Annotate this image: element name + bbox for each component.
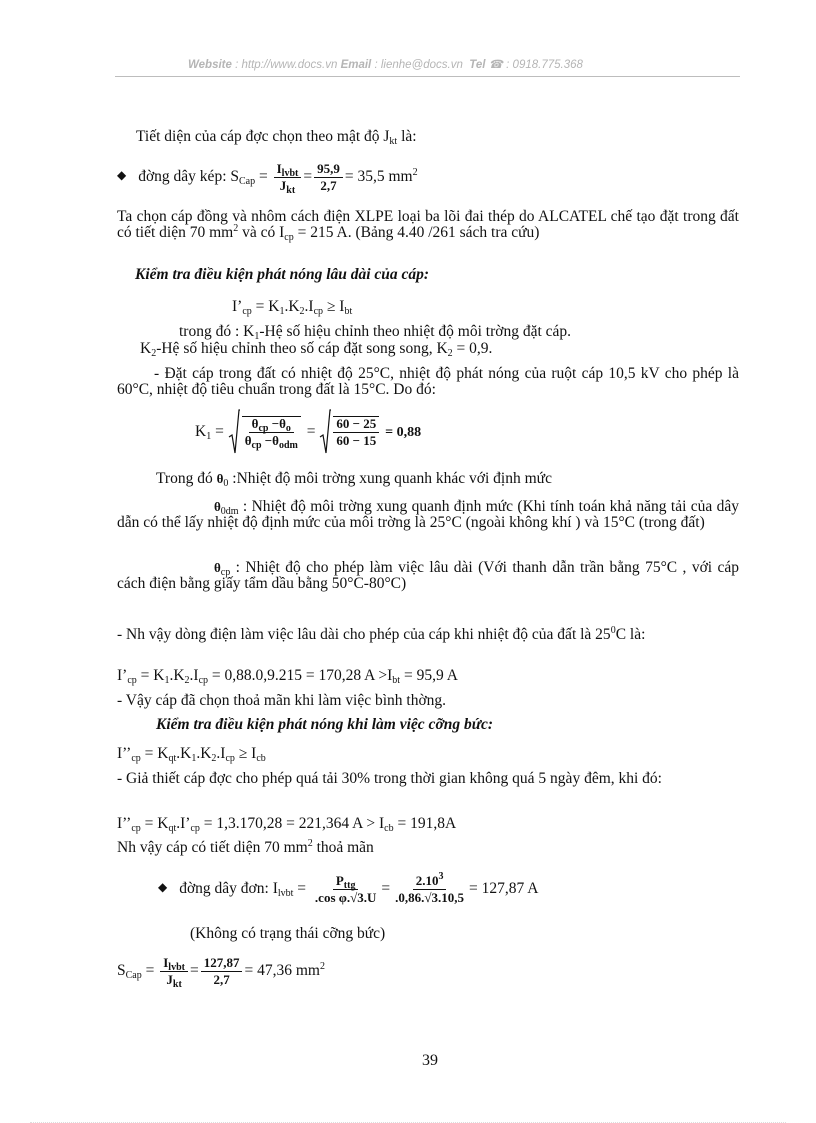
tel-label: Tel	[469, 59, 486, 71]
email-label: Email	[340, 59, 372, 71]
diamond-bullet-icon: ◆	[117, 168, 127, 182]
formula-icp: $I’_{cp} = K_1.K_2.I_{cp} \ge I_{bt}$	[232, 298, 353, 317]
soil-temperature-paragraph: - Đặt cáp trong đất có nhiệt độ 25°C, nhiệt độ phát nóng của ruột cáp 10,5 kV cho phép là 60°C, nhiệt độ tiêu chuẩn trong đất là 15°C. Do đó:	[117, 365, 739, 398]
allowable-current-intro: - Nh vậy dòng điện làm việc lâu dài cho phép của cáp khi nhiệt độ của đất là $25^0C$ là:	[117, 625, 646, 643]
definition-theta0dm: $\theta_{0dm}$ : Nhiệt độ môi trờng xung quanh định mức (Khi tính toán khả năng tải của dây dẫn có thể lấy nhiệt độ định mức của môi trờng là 25°C (ngoài không khí ) và 15°C (trong đất)	[117, 498, 739, 531]
definition-thetacp: $\theta_{cp}$ : Nhiệt độ cho phép làm việc lâu dài (Với thanh dẫn trần bằng 75°C , với cáp cách điện bằng giấy tẩm dầu bằng 50°C-80°C)	[117, 559, 739, 592]
website-label: Website	[188, 59, 232, 71]
heading-long-term-heating: Kiểm tra điều kiện phát nóng lâu dài của cáp:	[135, 266, 430, 283]
formula-ilvbt-single: ◆ đờng dây đơn: $I_{lvbt}$ = $\frac{P_{ttg}}{\text{.cos φ.√3.U}}$ = $\frac{2.10^3}{.0,86.√3.10,5}$ = 127,87 A	[158, 868, 539, 908]
formula-k1: $K_1$ = $\frac{\theta_{cp} -\theta_o}{\theta_{cp} -\theta_{odm}}$ = $\frac{60 - 25}{60 - 15}$ = 0,88	[195, 408, 421, 457]
definition-k2: $K_2-Hệ$ số hiệu chỉnh theo số cáp đặt song song, $K_2 = 0,9$.	[140, 340, 493, 359]
overload-assumption: - Giả thiết cáp đợc cho phép quá tải 30% trong thời gian không quá 5 ngày đêm, khi đó:	[117, 770, 662, 787]
section-70mm-conclusion: Nh vậy cáp có tiết diện 70 $mm^2$ thoả mãn	[117, 838, 374, 856]
email-address: : lienhe@docs.vn	[374, 59, 463, 71]
normal-operation-conclusion: - Vậy cáp đã chọn thoả mãn khi làm việc bình thờng.	[117, 692, 447, 709]
header-rule	[115, 76, 740, 77]
tel-number: ☎ : 0918.775.368	[488, 59, 583, 71]
formula-icp-forced-result: $I’’_{cp}$ = $K_{qt}.I’_{cp} = 1,3.170,28 = 221,364$ $A > I_{cb} = 191,8A$	[117, 815, 457, 834]
sqrt-k1-symbolic: $\frac{\theta_{cp} -\theta_o}{\theta_{cp} -\theta_{odm}}$	[228, 409, 303, 455]
section-intro: Tiết diện của cáp đợc chọn theo mật độ $J_{kt}$ là:	[136, 128, 417, 147]
formula-icp-result: $I’_{cp} = K_1.K_2.I_{cp} = 0,88.0,9.215 = 170,28$ $A >I_{bt} = 95,9$ A	[117, 667, 458, 686]
page-number: 39	[422, 1052, 438, 1069]
heading-forced-operation: Kiểm tra điều kiện phát nóng khi làm việc cỡng bức:	[156, 716, 494, 733]
page-header	[188, 57, 708, 73]
sqrt-k1-numeric: $\frac{60 - 25}{60 - 15}$	[319, 409, 381, 455]
formula-scap-double: ◆ đờng dây kép: $S_{Cap}$ = $\frac{I_{lvbt}}{J_{kt}}$ = $\frac{95,9}{2,7}$ = 35,5 $mm^2$	[117, 158, 418, 194]
formula-icp-forced: $I’’_{cp} = K_{qt}.K_1.K_2.I_{cp} \ge I_{cb}$	[117, 745, 266, 764]
diamond-bullet-icon: ◆	[158, 880, 168, 894]
definition-theta0: Trong đó $\theta_0$ :Nhiệt độ môi trờng xung quanh khác với định mức	[156, 470, 552, 489]
formula-scap-single: $S_{Cap}$ = $\frac{I_{lvbt}}{J_{kt}}$ = $\frac{127,87}{2,7}$ = 47,36 $mm^2$	[117, 954, 325, 990]
cable-selection-paragraph: Ta chọn cáp đồng và nhôm cách điện XLPE loại ba lõi đai thép do ALCATEL chế tạo đặt trong đất có tiết diện 70 $mm^2$ và có $I_{cp} = 215$ A. (Bảng 4.40 /261 sách tra cứu)	[117, 208, 739, 243]
definition-k1: trong đó : $K_1-Hệ$ số hiệu chỉnh theo nhiệt độ môi trờng đặt cáp.	[179, 323, 572, 342]
no-forced-state-note: (Không có trạng thái cỡng bức)	[190, 925, 386, 942]
website-url: : http://www.docs.vn	[235, 59, 338, 71]
